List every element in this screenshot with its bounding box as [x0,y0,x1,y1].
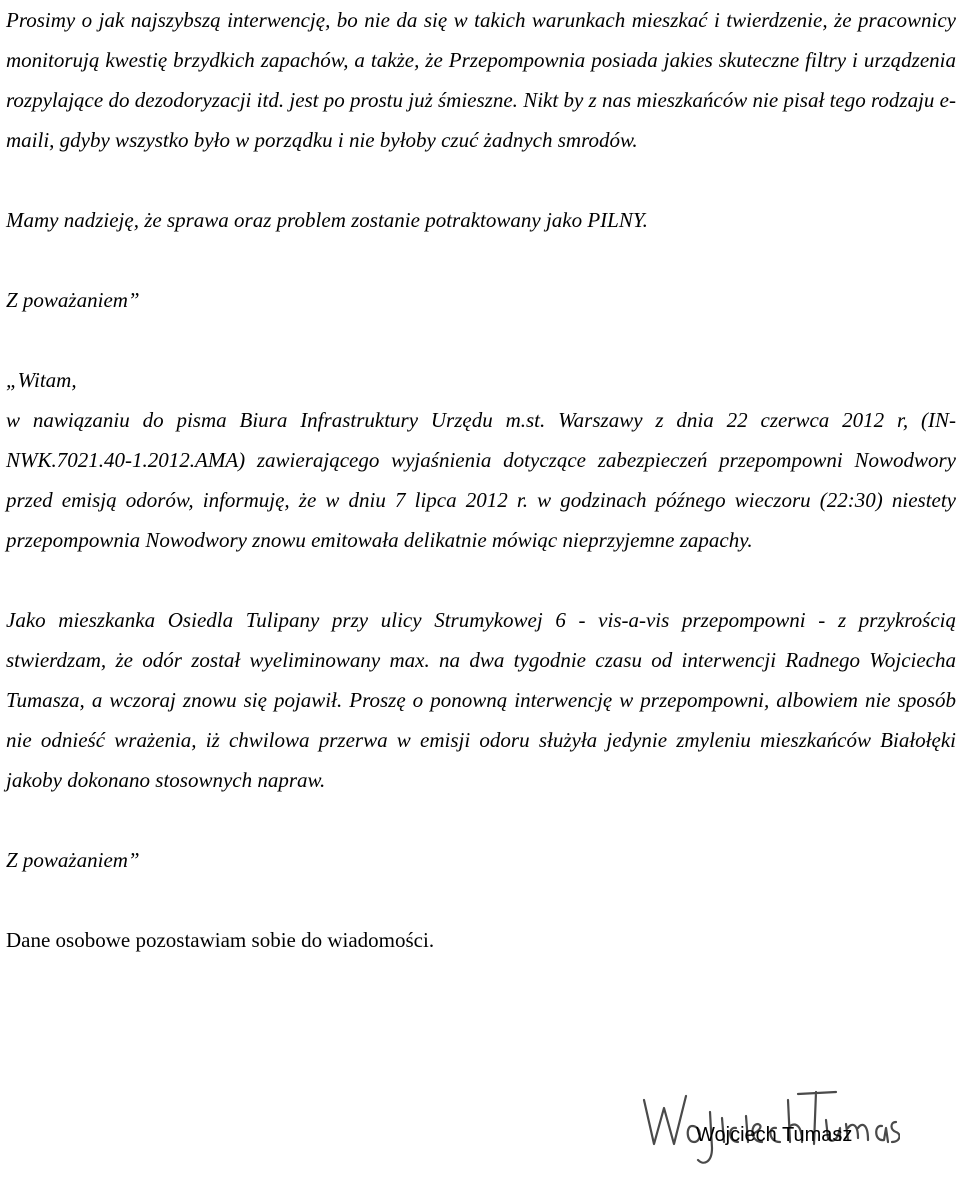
spacer [6,160,956,200]
closing-regards-first: Z poważaniem” [6,288,140,312]
spacer [6,800,956,840]
spacer [6,560,956,600]
paragraph-reference-letter: w nawiązaniu do pisma Biura Infrastruktury Urzędu m.st. Warszawy z dnia 22 czerwca 2012 r, (IN-NWK.7021.40-1.2012.AMA) zawierającego wyjaśnienia dotyczące zabezpieczeń przepompowni Nowodwory przed emisją odorów, informuję, że w dniu 7 lipca 2012 r. w godzinach późnego wieczoru (22:30) niestety przepompownia Nowodwory znowu emitowała delikatnie mówiąc nieprzyjemne zapachy. [6,408,956,552]
paragraph-hope: Mamy nadzieję, że sprawa oraz problem zostanie potraktowany jako PILNY. [6,208,648,232]
spacer [6,320,956,360]
paragraph-resident-complaint: Jako mieszkanka Osiedla Tulipany przy ulicy Strumykowej 6 - vis-a-vis przepompowni - z przykrością stwierdzam, że odór został wyeliminowany max. na dwa tygodnie czasu od interwencji Radnego Wojciecha Tumasza, a wczoraj znowu się pojawił. Proszę o ponowną interwencję w przepompowni, albowiem nie sposób nie odnieść wrażenia, iż chwilowa przerwa w emisji odoru służyła jedynie zmyleniu mieszkańców Białołęki jakoby dokonano stosownych napraw. [6,608,956,792]
personal-data-note: Dane osobowe pozostawiam sobie do wiadomości. [6,928,435,952]
signature-name: Wojciech Tumasz [696,1124,853,1146]
signature-block [640,1082,940,1182]
spacer [6,240,956,280]
spacer [6,880,956,920]
quoted-greeting: „Witam, [6,368,77,392]
closing-regards-second: Z poważaniem” [6,848,140,872]
paragraph-urgent-request: Prosimy o jak najszybszą interwencję, bo nie da się w takich warunkach mieszkać i twierdzenie, że pracownicy monitorują kwestię brzydkich zapachów, a także, że Przepompownia posiada jakies skuteczne filtry i urządzenia rozpylające do dezodoryzacji itd. jest po prostu już śmieszne. Nikt by z nas mieszkańców nie pisał tego rodzaju e-maili, gdyby wszystko było w porządku i nie byłoby czuć żadnych smrodów. [6,8,956,152]
document-body [6,0,956,960]
